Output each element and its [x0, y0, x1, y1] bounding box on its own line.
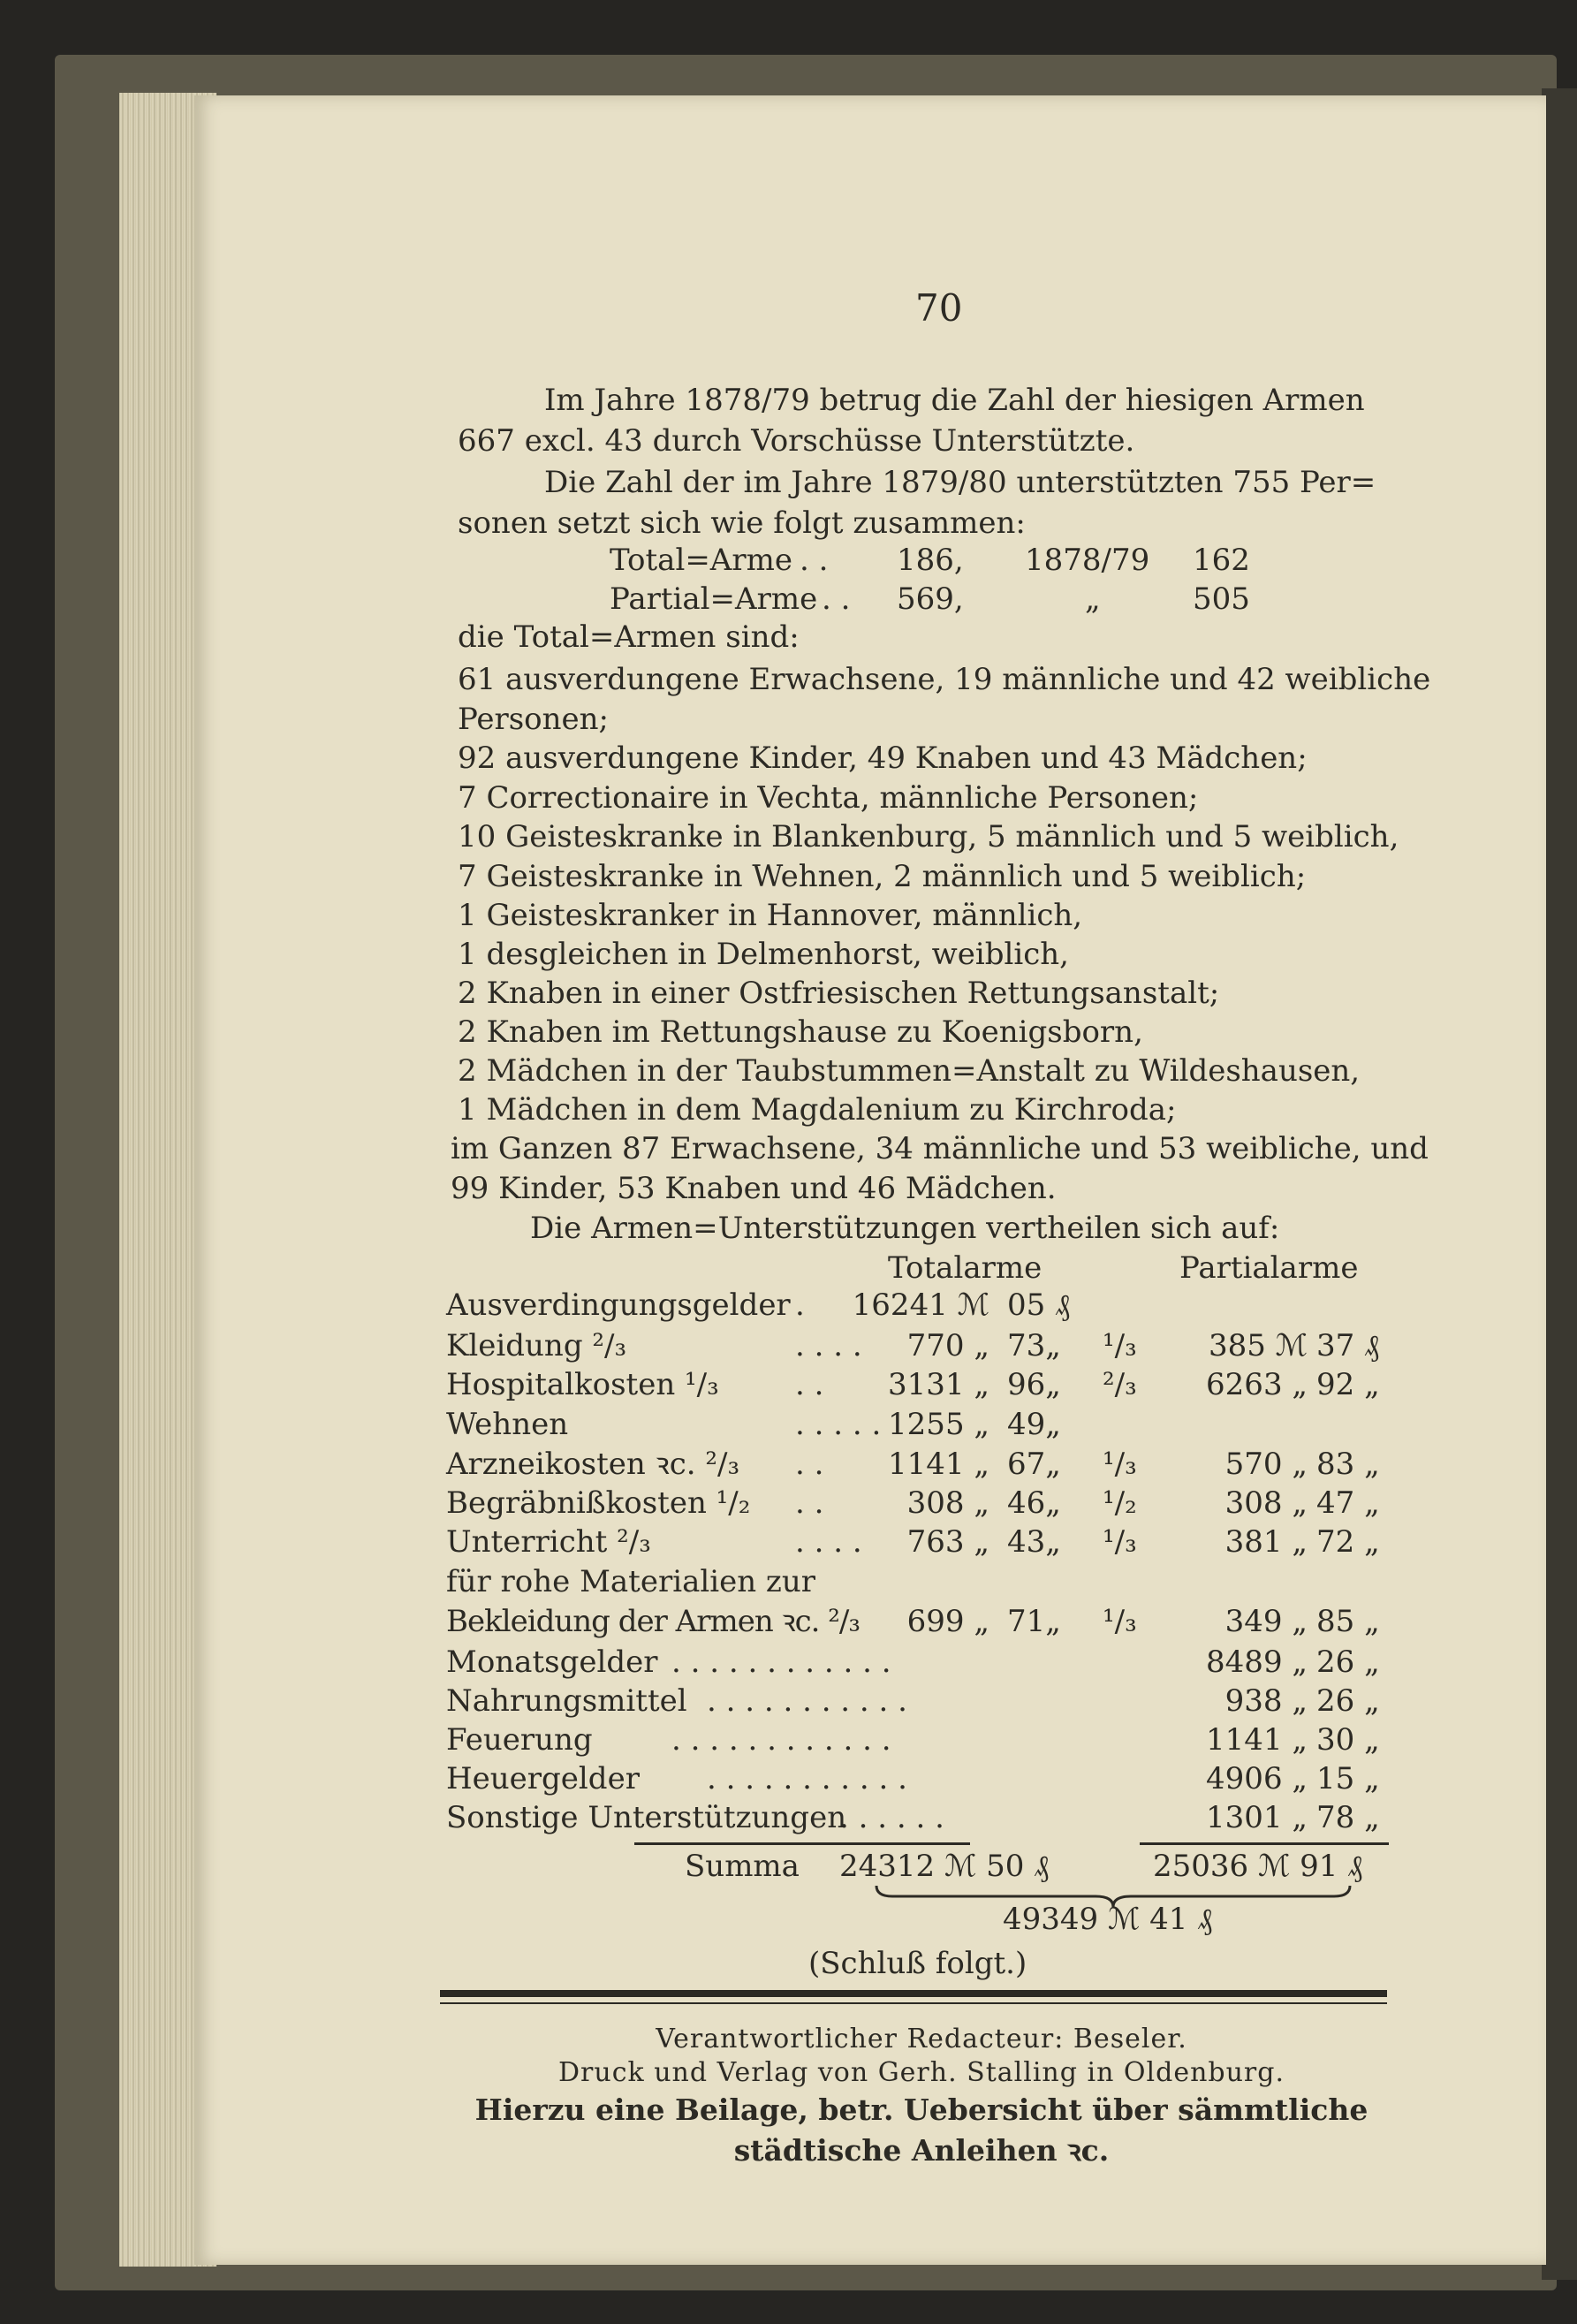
footer-supplement-note: Hierzu eine Beilage, betr. Uebersicht über sämmtliche: [474, 2092, 1369, 2127]
partial-marks: 6263 „: [1206, 1367, 1308, 1402]
total-marks: 1255 „: [888, 1407, 989, 1442]
summary-label: Partial=Arme: [610, 581, 818, 617]
partial-pfennig: 72 „: [1316, 1524, 1380, 1560]
total-pfennig: 46„: [1007, 1485, 1061, 1521]
total-pfennig: 43„: [1007, 1524, 1061, 1560]
column-header-partial: Partialarme: [1179, 1250, 1359, 1286]
row-dots: . . . . . . . . . . . .: [671, 1644, 891, 1680]
footer-rule-thin: [440, 2002, 1387, 2004]
row-label: Hospitalkosten ¹/₃: [446, 1367, 719, 1402]
total-marks: 16241 ℳ: [852, 1287, 989, 1323]
list-line: 61 ausverdungene Erwachsene, 19 männliche und 42 weibliche: [458, 662, 1431, 697]
summary-dots: . .: [800, 543, 829, 578]
summary-label: Total=Arme: [610, 543, 792, 578]
total-pfennig: 71„: [1007, 1604, 1061, 1639]
summa-total: 24312 ℳ 50 ₰: [839, 1849, 1050, 1884]
row-dots: . .: [795, 1447, 824, 1482]
row-label: Wehnen: [446, 1407, 569, 1442]
list-line: 7 Correctionaire in Vechta, männliche Personen;: [458, 780, 1199, 816]
intro-line-1: Im Jahre 1878/79 betrug die Zahl der hiesigen Armen: [544, 383, 1365, 418]
list-line: 1 desgleichen in Delmenhorst, weiblich,: [458, 937, 1069, 972]
row-dots: . . . . . . . . . . .: [707, 1761, 907, 1796]
row-dots: . . . . . . . . . . .: [707, 1683, 907, 1719]
fraction: ¹/₃: [1103, 1328, 1137, 1363]
total-marks: 308 „: [906, 1485, 989, 1521]
list-line: Personen;: [458, 702, 610, 737]
row-label: Nahrungsmittel: [446, 1683, 687, 1719]
row-dots: . . . . . . . . . . . .: [671, 1722, 891, 1758]
footer-editor: Verantwortlicher Redacteur: Beseler.: [656, 2024, 1187, 2054]
partial-pfennig: 30 „: [1316, 1722, 1380, 1758]
row-dots: . . . .: [795, 1328, 862, 1363]
partial-marks: 1141 „: [1206, 1722, 1308, 1758]
continued-note: (Schluß folgt.): [808, 1946, 1027, 1981]
footer-rule-thick: [440, 1990, 1387, 1997]
list-line: 99 Kinder, 53 Knaben und 46 Mädchen.: [451, 1171, 1057, 1206]
summary-value: 569,: [897, 581, 964, 617]
row-label: Bekleidung der Armen ꝛc. ²/₃: [446, 1604, 861, 1639]
total-marks: 699 „: [906, 1604, 989, 1639]
partial-marks: 381 „: [1224, 1524, 1308, 1560]
fraction: ¹/₃: [1103, 1604, 1137, 1639]
intro-line-4: sonen setzt sich wie folgt zusammen:: [458, 505, 1026, 541]
row-label: Sonstige Unterstützungen: [446, 1800, 847, 1835]
summary-value: 186,: [897, 543, 964, 578]
list-line: 2 Knaben in einer Ostfriesischen Rettungsanstalt;: [458, 976, 1220, 1011]
intro-line-3: Die Zahl der im Jahre 1879/80 unterstützten 755 Per=: [544, 465, 1376, 500]
row-dots: . .: [795, 1367, 824, 1402]
total-marks: 3131 „: [888, 1367, 989, 1402]
total-pfennig: 67„: [1007, 1447, 1061, 1482]
list-line: 7 Geisteskranke in Wehnen, 2 männlich und 5 weiblich;: [458, 859, 1307, 894]
list-line: 2 Knaben im Rettungshause zu Koenigsborn,: [458, 1014, 1143, 1050]
partial-pfennig: 85 „: [1316, 1604, 1380, 1639]
summary-prev-value: 505: [1193, 581, 1250, 617]
partial-pfennig: 15 „: [1316, 1761, 1380, 1796]
row-label: Arzneikosten ꝛc. ²/₃: [446, 1447, 740, 1482]
page-number: 70: [915, 286, 963, 330]
row-dots: . . . .: [795, 1524, 862, 1560]
list-line: 2 Mädchen in der Taubstummen=Anstalt zu Wildeshausen,: [458, 1053, 1361, 1089]
row-dots: . . . . .: [795, 1407, 882, 1442]
list-line: 92 ausverdungene Kinder, 49 Knaben und 43 Mädchen;: [458, 740, 1308, 776]
summa-partial: 25036 ℳ 91 ₰: [1153, 1849, 1363, 1884]
row-label: Heuergelder: [446, 1761, 640, 1796]
row-dots: . . . . . .: [839, 1800, 944, 1835]
total-pfennig: 73„: [1007, 1328, 1061, 1363]
partial-marks: 1301 „: [1206, 1800, 1308, 1835]
summary-year: 1878/79: [1025, 543, 1150, 578]
total-marks: 1141 „: [888, 1447, 989, 1482]
fraction: ²/₃: [1103, 1367, 1137, 1402]
total-marks: 763 „: [906, 1524, 989, 1560]
partial-marks: 349 „: [1224, 1604, 1308, 1639]
partial-pfennig: 47 „: [1316, 1485, 1380, 1521]
partial-marks: 385 ℳ: [1208, 1328, 1308, 1363]
list-line: die Total=Armen sind:: [458, 619, 800, 655]
partial-marks: 8489 „: [1206, 1644, 1308, 1680]
column-header-total: Totalarme: [888, 1250, 1042, 1286]
sum-rule-left: [634, 1842, 970, 1845]
row-label: Begräbnißkosten ¹/₂: [446, 1485, 751, 1521]
row-dots: .: [795, 1287, 805, 1323]
footer-printer: Druck und Verlag von Gerh. Stalling in Oldenburg.: [557, 2057, 1285, 2088]
fraction: ¹/₂: [1103, 1485, 1137, 1521]
list-line: im Ganzen 87 Erwachsene, 34 männliche und 53 weibliche, und: [451, 1131, 1429, 1166]
summary-year: „: [1085, 581, 1101, 617]
summary-prev-value: 162: [1193, 543, 1250, 578]
partial-pfennig: 83 „: [1316, 1447, 1380, 1482]
partial-pfennig: 78 „: [1316, 1800, 1380, 1835]
partial-marks: 938 „: [1224, 1683, 1308, 1719]
total-pfennig: 05 ₰: [1007, 1287, 1071, 1323]
row-label: Feuerung: [446, 1722, 593, 1758]
row-label: Unterricht ²/₃: [446, 1524, 651, 1560]
row-dots: . .: [795, 1485, 824, 1521]
partial-marks: 308 „: [1224, 1485, 1308, 1521]
partial-pfennig: 92 „: [1316, 1367, 1380, 1402]
total-marks: 770 „: [906, 1328, 989, 1363]
grand-total: 49349 ℳ 41 ₰: [1003, 1902, 1213, 1937]
footer-supplement-note-2: städtische Anleihen ꝛc.: [733, 2133, 1110, 2168]
summary-dots: . .: [822, 581, 851, 617]
row-label: Ausverdingungsgelder: [446, 1287, 791, 1323]
partial-marks: 570 „: [1224, 1447, 1308, 1482]
list-line: 10 Geisteskranke in Blankenburg, 5 männlich und 5 weiblich,: [458, 819, 1399, 854]
partial-marks: 4906 „: [1206, 1761, 1308, 1796]
summa-label: Summa: [685, 1849, 800, 1884]
total-pfennig: 49„: [1007, 1407, 1061, 1442]
next-page-edge: [1542, 88, 1577, 2280]
sum-rule-right: [1140, 1842, 1389, 1845]
row-label: Kleidung ²/₃: [446, 1328, 627, 1363]
fraction: ¹/₃: [1103, 1447, 1137, 1482]
partial-pfennig: 37 ₰: [1316, 1328, 1380, 1363]
row-label: Monatsgelder: [446, 1644, 658, 1680]
fraction: ¹/₃: [1103, 1524, 1137, 1560]
list-line: 1 Geisteskranker in Hannover, männlich,: [458, 898, 1083, 933]
intro-line-2: 667 excl. 43 durch Vorschüsse Unterstützte.: [458, 423, 1135, 459]
partial-pfennig: 26 „: [1316, 1644, 1380, 1680]
table-intro: Die Armen=Unterstützungen vertheilen sich auf:: [530, 1211, 1280, 1246]
total-pfennig: 96„: [1007, 1367, 1061, 1402]
partial-pfennig: 26 „: [1316, 1683, 1380, 1719]
row-label: für rohe Materialien zur: [446, 1564, 815, 1599]
list-line: 1 Mädchen in dem Magdalenium zu Kirchroda;: [458, 1092, 1177, 1128]
